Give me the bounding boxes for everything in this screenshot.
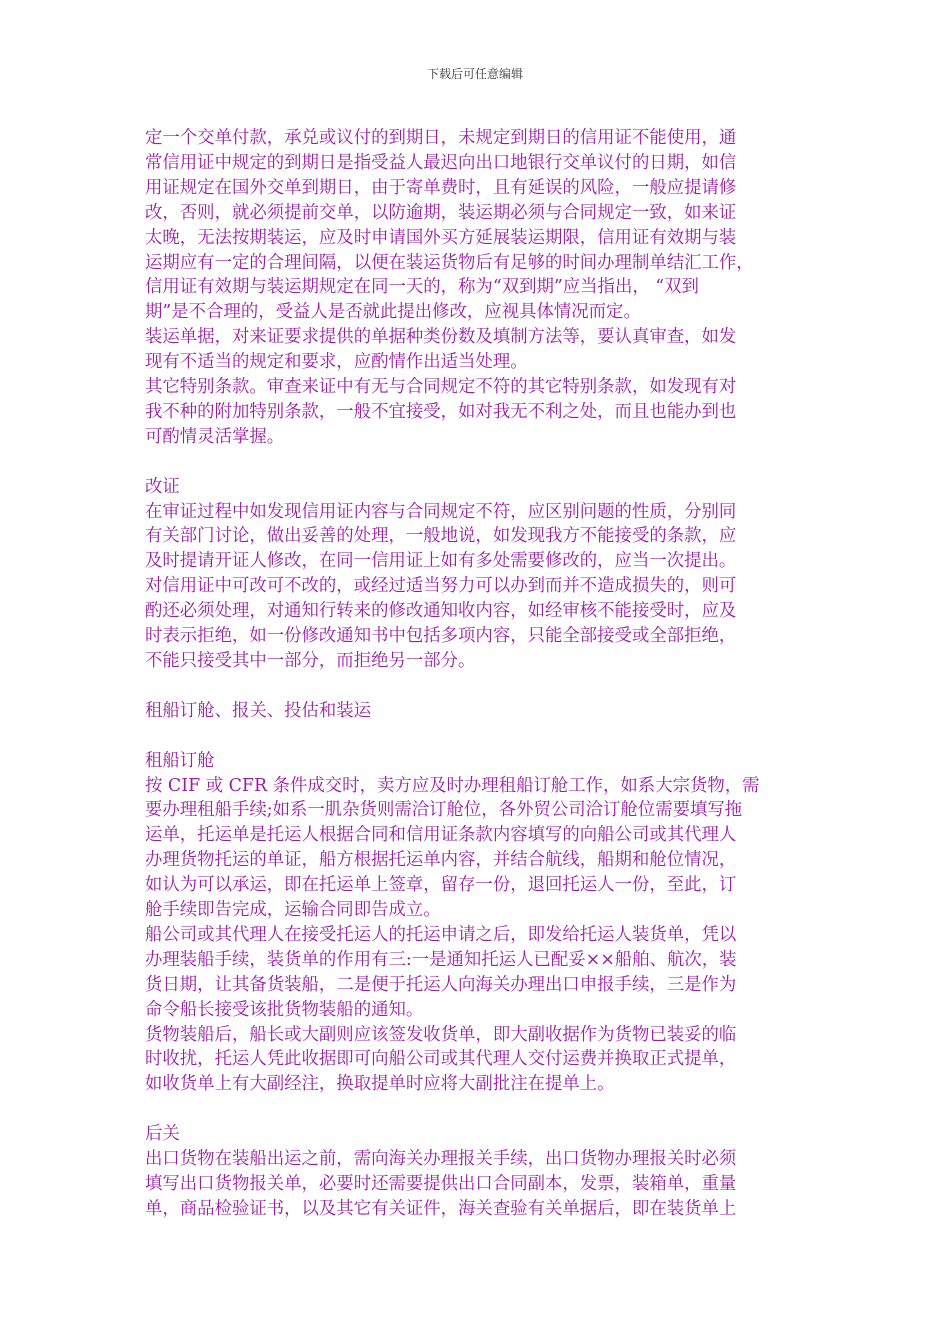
text-line: 办理货物托运的单证，船方根据托运单内容，并结合航线，船期和舱位情况，: [145, 850, 737, 871]
text-line: 船公司或其代理人在接受托运人的托运申请之后，即发给托运人装货单，凭以: [145, 924, 737, 945]
paragraph: [145, 774, 809, 923]
text-line: 在审证过程中如发现信用证内容与合同规定不符，应区别问题的性质，分别同: [145, 501, 737, 522]
paragraph: [145, 1023, 809, 1098]
paragraph: [145, 574, 809, 674]
text-line: 运期应有一定的合理间隔，以便在装运货物后有足够的时间办理制单结汇工作，: [145, 252, 754, 273]
text-line: 我不种的附加特别条款，一般不宜接受，如对我无不利之处，而且也能办到也: [145, 401, 737, 422]
paragraph: [145, 1147, 809, 1222]
text-line: 租船订舱、报关、投估和装运: [145, 700, 372, 721]
paragraph: [145, 749, 809, 774]
text-line: 要办理租船手续;如系一肌杂货则需洽订舱位，各外贸公司洽订舱位需要填写拖: [145, 800, 743, 821]
text-line: 信用证有效期与装运期规定在同一天的，称为“双到期”应当指出， “双到: [145, 277, 699, 298]
text-line: 单，商品检验证书，以及其它有关证件，海关查验有关单据后，即在装货单上: [145, 1198, 737, 1219]
paragraph-spacer: [145, 724, 809, 749]
text-line: 运单，托运单是托运人根据合同和信用证条款内容填写的向船公司或其代理人: [145, 825, 737, 846]
text-line: 后关: [145, 1124, 180, 1145]
text-line: 出口货物在装船出运之前，需向海关办理报关手续，出口货物办理报关时必须: [145, 1149, 737, 1170]
text-line: 太晚，无法按期装运，应及时申请国外买方延展装运期限，信用证有效期与装: [145, 227, 737, 248]
paragraph-spacer: [145, 450, 809, 475]
text-line: 时收扰，托运人凭此收据即可向船公司或其代理人交付运费并换取正式提单，: [145, 1049, 737, 1070]
paragraph: [145, 375, 809, 450]
text-line: 对信用证中可改可不改的，或经过适当努力可以办到而并不造成损失的，则可: [145, 576, 737, 597]
text-line: 现有不适当的规定和要求，应酌情作出适当处理。: [145, 352, 528, 373]
text-line: 不能只接受其中一部分，而拒绝另一部分。: [145, 651, 476, 672]
text-line: 如认为可以承运，即在托运单上签章，留存一份，退回托运人一份，至此，订: [145, 875, 737, 896]
text-line: 时表示拒绝，如一份修改通知书中包括多项内容，只能全部接受或全部拒绝，: [145, 626, 737, 647]
text-line: 改证: [145, 476, 180, 497]
text-line: 用证规定在国外交单到期日，由于寄单费时，且有延误的风险，一般应提请修: [145, 177, 737, 198]
text-line: 办理装船手续，装货单的作用有三:一是通知托运人已配妥××船舶、航次，装: [145, 949, 737, 970]
paragraph: [145, 699, 809, 724]
text-line: 装运单据，对来证要求提供的单据种类份数及填制方法等，要认真审查，如发: [145, 327, 737, 348]
text-line: 可酌情灵活掌握。: [145, 426, 285, 447]
text-line: 如收货单上有大副经注，换取提单时应将大副批注在提单上。: [145, 1074, 615, 1095]
text-line: 租船订舱: [145, 750, 215, 771]
document-body: [145, 126, 809, 1222]
paragraph: [145, 325, 809, 375]
paragraph: [145, 475, 809, 500]
text-line: 货物装船后，船长或大副则应该签发收货单，即大副收据作为货物已装妥的临: [145, 1024, 737, 1045]
paragraph: [145, 500, 809, 575]
paragraph-spacer: [145, 674, 809, 699]
paragraph: [145, 126, 809, 325]
text-line: 命令船长接受该批货物装船的通知。: [145, 999, 424, 1020]
text-line: 酌还必须处理，对通知行转来的修改通知收内容，如经审核不能接受时，应及: [145, 601, 737, 622]
text-line: 按 CIF 或 CFR 条件成交时，卖方应及时办理租船订舱工作，如系大宗货物，需: [145, 775, 760, 796]
text-line: 常信用证中规定的到期日是指受益人最迟向出口地银行交单议付的日期，如信: [145, 152, 737, 173]
page-header: 下载后可任意编辑: [426, 67, 523, 81]
text-line: 填写出口货物报关单，必要时还需要提供出口合同副本，发票，装箱单，重量: [145, 1174, 737, 1194]
text-line: 舱手续即告完成，运输合同即告成立。: [145, 900, 441, 921]
text-line: 其它特别条款。审查来证中有无与合同规定不符的其它特别条款，如发现有对: [145, 377, 737, 398]
paragraph: [145, 1122, 809, 1147]
text-line: 定一个交单付款，承兑或议付的到期日，未规定到期日的信用证不能使用，通: [145, 128, 737, 148]
paragraph: [145, 923, 809, 1023]
paragraph-spacer: [145, 1097, 809, 1122]
text-line: 及时提请开证人修改，在同一信用证上如有多处需要修改的，应当一次提出。: [145, 551, 737, 572]
text-line: 改，否则，就必须提前交单，以防逾期，装运期必须与合同规定一致，如来证: [145, 202, 737, 223]
text-line: 货日期，让其备货装船，二是便于托运人向海关办理出口申报手续，三是作为: [145, 974, 737, 995]
text-line: 期”是不合理的，受益人是否就此提出修改，应视具体情况而定。: [145, 302, 641, 323]
text-line: 有关部门讨论，做出妥善的处理，一般地说，如发现我方不能接受的条款，应: [145, 526, 737, 547]
